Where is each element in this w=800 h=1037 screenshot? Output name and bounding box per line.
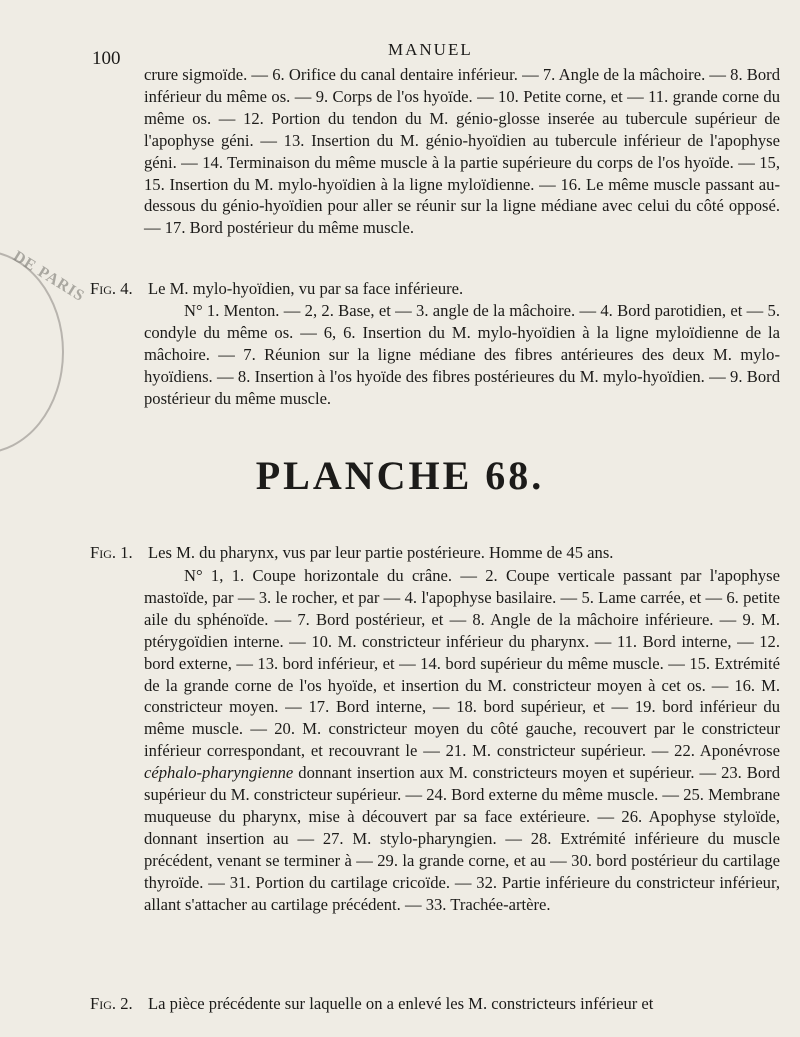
fig2-title: La pièce précédente sur laquelle on a enlevé les M. constricteurs inférieur et: [148, 994, 654, 1013]
fig1-title: Les M. du pharynx, vus par leur partie postérieure. Homme de 45 ans.: [148, 543, 614, 562]
fig4-title: Le M. mylo-hyoïdien, vu par sa face inférieure.: [148, 279, 464, 298]
plate-title: PLANCHE 68.: [255, 453, 545, 498]
fig2-caption: [90, 993, 780, 1015]
fig1-legend-part1: N° 1, 1. Coupe horizontale du crâne. — 2. Coupe verticale passant par l'apophyse mastoïde, par — 3. le rocher, et par — 4. l'apophyse basilaire. — 5. Lame carrée, et — 6. petite aile du sphénoïde. — 7. Bord postérieur, et — 8. Angle de la mâchoire inférieure. — 9. M. ptérygoïdien interne. — 10. M. constricteur inférieur du pharynx. — 11. Bord interne, — 12. bord externe, — 13. bord inférieur, et — 14. bord supérieur du même muscle. — 15. Extrémité de la grande corne de l'os hyoïde, et insertion du M. constricteur moyen à cet os. — 16. M. constricteur moyen. — 17. Bord interne, — 18. bord supérieur, et — 19. bord inférieur du même muscle. — 20. M. constricteur moyen du côté gauche, recouvert par le constricteur inférieur correspondant, et recouvrant le — 21. M. constricteur supérieur. — 22. Aponévrose: [144, 566, 780, 761]
fig1-legend-text: [144, 565, 780, 916]
library-stamp-text: DE PARIS: [9, 247, 88, 306]
fig4-label: Fig. 4.: [90, 279, 133, 298]
fig1-legend-italic: céphalo-pharyngienne: [144, 763, 294, 783]
running-title: MANUEL: [388, 40, 473, 59]
fig1-legend-part2: donnant insertion aux M. constricteurs moyen et supérieur. — 23. Bord supérieur du M. constricteur supérieur. — 24. Bord externe du même muscle. — 25. Membrane muqueuse du pharynx, mise à découvert par sa face extérieure. — 26. Apophyse styloïde, donnant insertion au — 27. M. stylo-pharyngien. — 28. Extrémité inférieure du muscle précédent, venant se terminer à — 29. la grande corne, et au — 30. bord postérieur du cartilage thyroïde. — 31. Portion du cartilage cricoïde. — 32. Partie inférieure du constricteur inférieur, allant s'attacher au cartilage précédent. — 33. Trachée-artère.: [144, 763, 780, 914]
fig4-caption: [90, 278, 780, 300]
fig4-legend-text: N° 1. Menton. — 2, 2. Base, et — 3. angle de la mâchoire. — 4. Bord parotidien, et — 5. condyle du même os. — 6, 6. Insertion du M. mylo-hyoïdien à la ligne myloïdienne de la mâchoire. — 7. Réunion sur la ligne médiane des fibres antérieures des deux M. mylo-hyoïdiens. — 8. Insertion à l'os hyoïde des fibres postérieures du M. mylo-hyoïdien. — 9. Bord postérieur du même muscle.: [144, 301, 780, 408]
fig1-legend: [144, 565, 780, 916]
fig1-caption: [90, 542, 780, 564]
page-number: 100: [92, 48, 121, 69]
fig4-legend: [144, 300, 780, 410]
fig2-label: Fig. 2.: [90, 994, 133, 1013]
continued-legend: [144, 64, 780, 239]
continued-legend-text: crure sigmoïde. — 6. Orifice du canal dentaire inférieur. — 7. Angle de la mâchoire. — 8. Bord inférieur du même os. — 9. Corps de l'os hyoïde. — 10. Petite corne, et — 11. grande corne du même os. — 12. Portion du tendon du M. génio-glosse inserée au tubercule supérieur de l'apophyse géni. — 13. Insertion du M. génio-hyoïdien au tubercule inférieur de l'apophyse géni. — 14. Terminaison du même muscle à la partie supérieure du corps de l'os hyoïde. — 15, 15. Insertion du M. mylo-hyoïdien à la ligne myloïdienne. — 16. Le même muscle passant au-dessous du génio-hyoïdien pour aller se réunir sur la ligne médiane avec celui du côté opposé. — 17. Bord postérieur du même muscle.: [144, 65, 780, 238]
fig1-label: Fig. 1.: [90, 543, 133, 562]
